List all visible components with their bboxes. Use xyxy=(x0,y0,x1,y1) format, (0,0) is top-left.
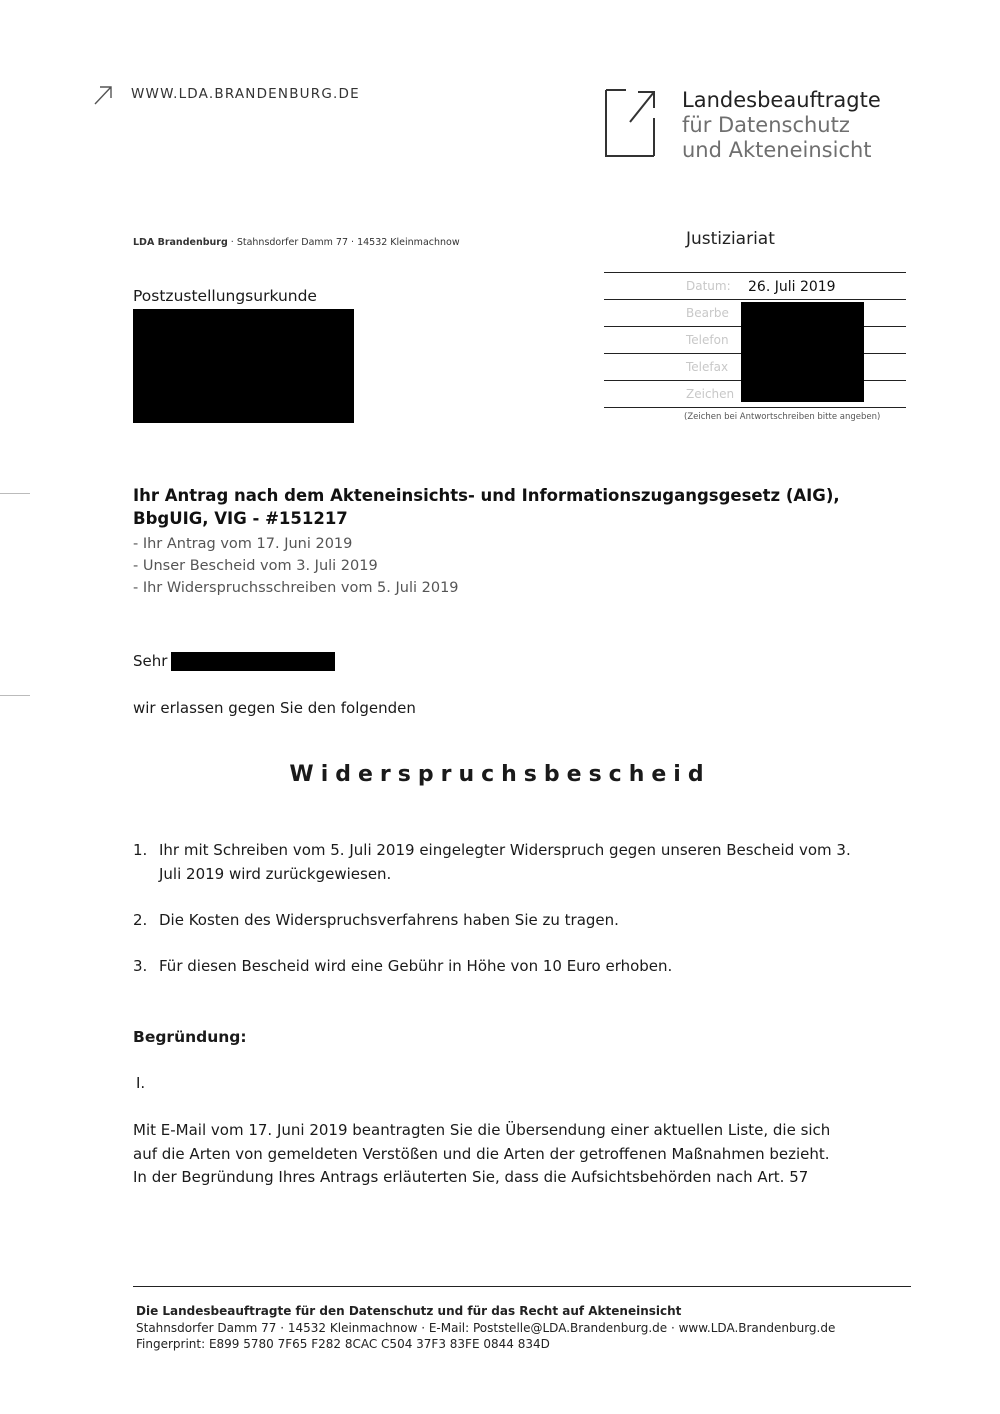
sender-address-line xyxy=(133,237,460,248)
org-name-line2: für Datenschutz xyxy=(682,113,850,137)
info-row-date xyxy=(604,273,906,300)
intro-sentence: wir erlassen gegen Sie den folgenden xyxy=(133,699,416,717)
date-value: 26. Juli 2019 xyxy=(748,279,836,295)
reference-item: - Ihr Antrag vom 17. Juni 2019 xyxy=(133,536,353,552)
arrow-icon xyxy=(92,84,114,106)
organization-name xyxy=(682,88,881,163)
body-paragraph: Mit E-Mail vom 17. Juni 2019 beantragten Sie die Übersendung einer aktuellen Liste, die sich auf die Arten von gemeldeten Verstößen und die Arten der getroffenen Maßnahmen bezieht. In der Begründung Ihres Antrags erläuterten Sie, dass die Aufsichtsbehörden nach Art. 57 xyxy=(133,1121,831,1186)
document-title: Widerspruchsbescheid xyxy=(289,762,711,787)
lda-logo-icon xyxy=(604,88,656,158)
decision-item xyxy=(133,908,853,932)
subject-line: Ihr Antrag nach dem Akteneinsichts- und Informationszugangsgesetz (AIG), BbgUIG, VIG - #151217 xyxy=(133,486,840,528)
sender-org: LDA Brandenburg xyxy=(133,237,228,248)
department: Justiziariat xyxy=(686,229,775,249)
reference-label: Zeichen xyxy=(686,387,735,401)
sender-address: · Stahnsdorfer Damm 77 · 14532 Kleinmachnow xyxy=(227,237,460,248)
reasoning-heading: Begründung: xyxy=(133,1028,247,1046)
salutation: Sehr xyxy=(133,652,168,670)
fold-mark-top xyxy=(0,493,30,494)
decision-text: Für diesen Bescheid wird eine Gebühr in Höhe von 10 Euro erhoben. xyxy=(159,957,673,975)
footer-fingerprint: Fingerprint: E899 5780 7F65 F282 8CAC C504 37F3 83FE 0844 834D xyxy=(136,1337,550,1351)
decision-item xyxy=(133,954,853,978)
reference-list xyxy=(133,533,459,599)
footer-divider xyxy=(133,1286,911,1287)
decision-number: 1. xyxy=(133,841,148,859)
delivery-type: Postzustellungsurkunde xyxy=(133,287,317,305)
redaction-contact-details xyxy=(741,302,864,402)
footer-title: Die Landesbeauftragte für den Datenschutz und für das Recht auf Akteneinsicht xyxy=(136,1304,682,1318)
footer xyxy=(136,1303,835,1353)
redaction-recipient-name xyxy=(171,652,335,671)
fold-mark-bottom xyxy=(0,695,30,696)
decision-item xyxy=(133,838,853,886)
reference-item: - Unser Bescheid vom 3. Juli 2019 xyxy=(133,558,378,574)
reference-item: - Ihr Widerspruchsschreiben vom 5. Juli 2019 xyxy=(133,580,459,596)
clerk-label: Bearbe xyxy=(686,306,729,320)
redaction-recipient-address xyxy=(133,309,354,423)
website-url: WWW.LDA.BRANDENBURG.DE xyxy=(131,86,360,102)
phone-label: Telefon xyxy=(686,333,729,347)
org-name-line1: Landesbeauftragte xyxy=(682,88,881,112)
footer-address: Stahnsdorfer Damm 77 · 14532 Kleinmachnow · E-Mail: Poststelle@LDA.Brandenburg.de · www.LDA.Brandenburg.de xyxy=(136,1320,836,1335)
reference-hint: (Zeichen bei Antwortschreiben bitte angeben) xyxy=(684,412,881,422)
date-label: Datum: xyxy=(686,279,731,293)
decision-text: Ihr mit Schreiben vom 5. Juli 2019 eingelegter Widerspruch gegen unseren Bescheid vom 3. Juli 2019 wird zurückgewiesen. xyxy=(159,841,851,883)
decision-number: 3. xyxy=(133,957,148,975)
org-name-line3: und Akteneinsicht xyxy=(682,138,872,162)
decision-number: 2. xyxy=(133,911,148,929)
section-number: I. xyxy=(136,1074,146,1092)
decision-list xyxy=(133,838,853,1000)
fax-label: Telefax xyxy=(686,360,729,374)
decision-text: Die Kosten des Widerspruchsverfahrens haben Sie zu tragen. xyxy=(159,911,619,929)
